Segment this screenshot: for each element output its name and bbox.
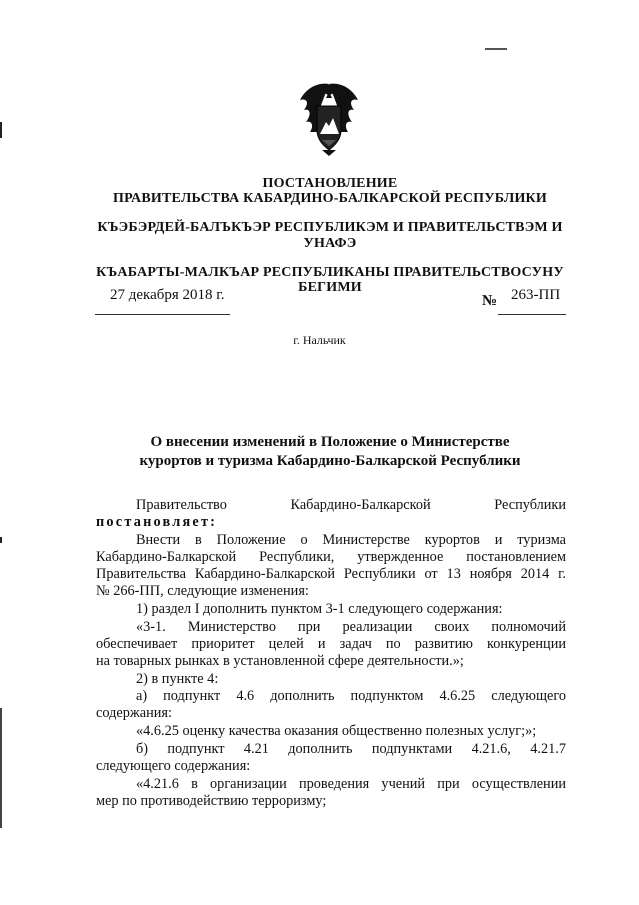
quote-4-6-25: «4.6.25 оценку качества оказания общественно полезных услуг;»; [136,723,537,739]
government-decrees-line: Правительство Кабардино-Балкарской Республики [136,497,566,513]
document-title-line2: курортов и туризма Кабардино-Балкарской Республики [139,453,521,469]
paragraph-intro-line2: Кабардино-Балкарской Республики, утвержденное постановлением [96,549,566,565]
paragraph-intro-line3: Правительства Кабардино-Балкарской Республики от 13 ноября 2014 г. [96,566,566,582]
quote-4-21-6-line1: «4.21.6 в организации проведения учений при осуществлении [136,776,566,792]
city-name: г. Нальчик [293,333,346,347]
doc-type-heading: ПОСТАНОВЛЕНИЕ [262,176,398,191]
scan-mark-left [0,537,2,543]
paragraph-intro-line1: Внести в Положение о Министерстве курортов и туризма [136,532,566,548]
coat-of-arms-emblem [298,78,360,158]
government-heading-kab-line2: УНАФЭ [303,236,357,251]
item-1: 1) раздел I дополнить пунктом 3-1 следующего содержания: [136,601,503,617]
scan-strip-left [0,708,2,828]
government-heading-blk-line2: БЕГИМИ [298,280,362,295]
government-heading-blk-line1: КЪАБАРТЫ-МАЛКЪАР РЕСПУБЛИКАНЫ ПРАВИТЕЛЬСТВОСУНУ [96,265,564,280]
document-number: 263-ПП [511,287,561,303]
decrees-word: постановляет: [96,514,218,530]
subitem-b-line1: б) подпункт 4.21 дополнить подпунктами 4.21.6, 4.21.7 [136,741,566,757]
subitem-b-line2: следующего содержания: [96,758,251,774]
date-underline [95,314,230,315]
government-heading-kab-line1: КЪЭБЭРДЕЙ-БАЛЪКЪЭР РЕСПУБЛИКЭМ И ПРАВИТЕЛЬСТВЭМ И [97,220,563,235]
subitem-a-line1: а) подпункт 4.6 дополнить подпунктом 4.6.25 следующего [136,688,566,704]
quote-3-1-line2: обеспечивает приоритет целей и задач по развитию конкуренции [96,636,566,652]
item-2: 2) в пункте 4: [136,671,219,687]
subitem-a-line2: содержания: [96,705,172,721]
paragraph-intro-line4: № 266-ПП, следующие изменения: [96,583,309,599]
quote-3-1-line3: на товарных рынках в установленной сфере деятельности.»; [96,653,464,669]
number-sign: № [482,293,498,309]
number-underline [498,314,566,315]
scan-dots-top-right [485,48,507,50]
document-date: 27 декабря 2018 г. [110,287,225,303]
quote-3-1-line1: «3-1. Министерство при реализации своих полномочий [136,619,566,635]
quote-4-21-6-line2: мер по противодействию терроризму; [96,793,327,809]
document-title-line1: О внесении изменений в Положение о Министерстве [150,434,510,450]
scan-mark-top-left [0,122,2,138]
government-heading-ru: ПРАВИТЕЛЬСТВА КАБАРДИНО-БАЛКАРСКОЙ РЕСПУБЛИКИ [112,191,548,206]
